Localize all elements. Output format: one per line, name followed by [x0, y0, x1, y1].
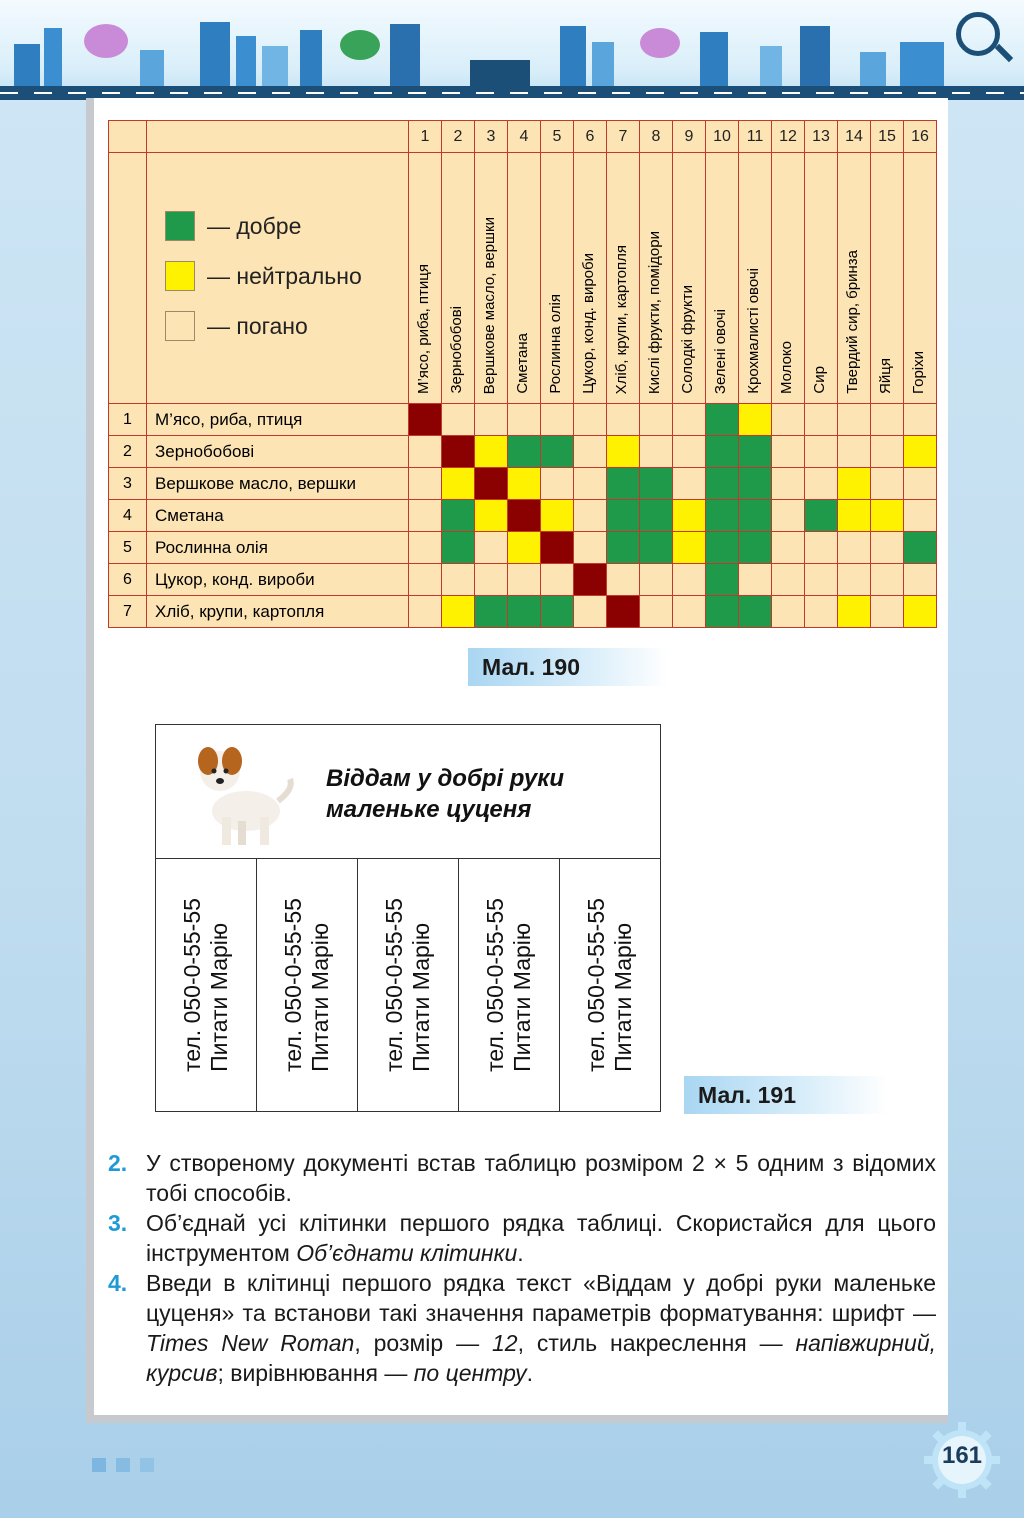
compat-cell	[904, 532, 937, 564]
building-icon	[390, 24, 420, 86]
square-dot-icon	[116, 1458, 130, 1472]
table-row	[109, 404, 937, 436]
puppy-icon	[186, 731, 306, 849]
compat-cell	[838, 468, 871, 500]
compat-cell	[772, 532, 805, 564]
tab-contact: Питати Марію	[509, 922, 535, 1072]
tear-off-tabs	[156, 859, 660, 1111]
column-name: Крохмалисті овочі	[745, 268, 762, 394]
compat-cell	[442, 404, 475, 436]
magnifier-handle-icon	[995, 44, 1013, 62]
column-name: Сметана	[514, 333, 531, 394]
ad-title-line-1: Віддам у добрі руки	[326, 765, 565, 792]
legend-neutral	[165, 261, 362, 291]
tab-text	[381, 898, 435, 1072]
compat-cell	[805, 564, 838, 596]
tab-phone: тел. 050-0-55-55	[179, 898, 205, 1072]
compat-cell	[607, 564, 640, 596]
style-value: напівжирний, курсив	[146, 1330, 937, 1386]
compat-cell	[904, 596, 937, 628]
tab-phone: тел. 050-0-55-55	[381, 898, 407, 1072]
row-number: 3	[109, 468, 147, 500]
step-text: ; вирівнювання —	[217, 1360, 414, 1386]
green-swatch	[165, 211, 195, 241]
compat-cell	[772, 436, 805, 468]
square-dot-icon	[92, 1458, 106, 1472]
column-name: Горіхи	[910, 350, 927, 394]
compat-cell	[706, 596, 739, 628]
tab-contact: Питати Марію	[307, 922, 333, 1072]
compat-cell	[475, 436, 508, 468]
compat-cell	[706, 564, 739, 596]
compat-cell	[508, 532, 541, 564]
compat-cell	[475, 564, 508, 596]
column-name: Вершкове масло, вершки	[481, 216, 498, 394]
tree-icon	[84, 24, 128, 58]
corner-cell	[147, 121, 409, 153]
compat-cell	[805, 500, 838, 532]
compat-cell	[475, 596, 508, 628]
compat-cell	[871, 564, 904, 596]
building-icon	[900, 42, 944, 86]
legend-neutral-label: — нейтрально	[207, 262, 362, 289]
table-row	[109, 564, 937, 596]
compat-cell	[409, 500, 442, 532]
building-icon	[592, 42, 614, 86]
figure-caption-190: Мал. 190	[468, 648, 668, 686]
legend-good-label: — добре	[207, 212, 302, 239]
table-row	[109, 436, 937, 468]
tab-contact: Питати Марію	[206, 922, 232, 1072]
compat-cell	[871, 532, 904, 564]
legend-cell	[147, 153, 409, 404]
compat-cell	[574, 500, 607, 532]
compat-cell	[805, 404, 838, 436]
step-3	[108, 1208, 936, 1268]
tear-off-tab	[156, 859, 257, 1111]
tree-icon	[340, 30, 380, 60]
column-number: 15	[871, 121, 904, 153]
row-number: 2	[109, 436, 147, 468]
compat-cell	[409, 404, 442, 436]
ad-title	[326, 763, 564, 825]
compat-cell	[541, 468, 574, 500]
compat-cell	[541, 532, 574, 564]
tab-text	[482, 898, 536, 1072]
compat-cell	[838, 596, 871, 628]
compat-cell	[673, 596, 706, 628]
compat-cell	[739, 436, 772, 468]
tear-off-tab	[358, 859, 459, 1111]
compat-cell	[541, 564, 574, 596]
tab-text	[583, 898, 637, 1072]
row-name: Зернобобові	[147, 436, 409, 468]
compat-cell	[541, 404, 574, 436]
column-name-cell	[409, 153, 442, 404]
road-marking	[0, 92, 1024, 94]
compat-cell	[607, 532, 640, 564]
compat-cell	[574, 532, 607, 564]
compat-cell	[508, 564, 541, 596]
column-name-cell	[673, 153, 706, 404]
building-icon	[44, 28, 62, 86]
tab-text	[179, 898, 233, 1072]
size-value: 12	[491, 1330, 518, 1356]
building-icon	[200, 22, 230, 86]
compat-cell	[475, 468, 508, 500]
compat-cell	[574, 564, 607, 596]
compat-cell	[574, 596, 607, 628]
tear-off-tab	[459, 859, 560, 1111]
column-name-cell	[640, 153, 673, 404]
compat-cell	[574, 404, 607, 436]
compat-cell	[607, 404, 640, 436]
compat-cell	[706, 468, 739, 500]
compat-cell	[772, 564, 805, 596]
building-icon	[236, 36, 256, 86]
compat-cell	[508, 596, 541, 628]
compat-cell	[640, 468, 673, 500]
compat-cell	[442, 468, 475, 500]
column-name-cell	[871, 153, 904, 404]
compat-cell	[508, 404, 541, 436]
column-name-cell	[772, 153, 805, 404]
page-number: 161	[941, 1442, 983, 1469]
step-number: 3.	[108, 1210, 128, 1236]
compat-cell	[904, 468, 937, 500]
legend	[147, 153, 408, 403]
compat-cell	[541, 596, 574, 628]
table-row	[109, 596, 937, 628]
column-name-cell	[706, 153, 739, 404]
column-name: Зелені овочі	[712, 308, 729, 394]
compat-cell	[442, 500, 475, 532]
row-number: 4	[109, 500, 147, 532]
compat-cell	[772, 500, 805, 532]
column-name: Кислі фрукти, помідори	[646, 230, 663, 394]
corner-cell	[109, 121, 147, 153]
building-icon	[700, 32, 728, 86]
column-name-cell	[838, 153, 871, 404]
legend-bad	[165, 311, 308, 341]
yellow-swatch	[165, 261, 195, 291]
row-name: Сметана	[147, 500, 409, 532]
column-number: 7	[607, 121, 640, 153]
compat-cell	[805, 532, 838, 564]
building-icon	[860, 52, 886, 86]
magnifier-icon	[956, 12, 1000, 56]
compat-cell	[772, 596, 805, 628]
compat-cell	[442, 596, 475, 628]
building-icon	[560, 26, 586, 86]
column-name: Молоко	[778, 340, 795, 394]
column-name-cell	[805, 153, 838, 404]
align-value: по центру	[413, 1360, 527, 1386]
compat-cell	[673, 436, 706, 468]
step-text: У створеному документі встав таблицю розміром 2 × 5 одним з відомих тобі способів.	[146, 1150, 936, 1206]
column-name-cell	[904, 153, 937, 404]
bus-icon	[470, 60, 530, 86]
compat-cell	[508, 500, 541, 532]
compat-cell	[673, 404, 706, 436]
tab-contact: Питати Марію	[610, 922, 636, 1072]
page-number-badge	[922, 1420, 1002, 1500]
tear-off-tab	[257, 859, 358, 1111]
compat-cell	[574, 468, 607, 500]
row-number: 7	[109, 596, 147, 628]
compat-cell	[508, 436, 541, 468]
compat-cell	[442, 564, 475, 596]
building-icon	[760, 46, 782, 86]
step-number: 2.	[108, 1150, 128, 1176]
column-number: 12	[772, 121, 805, 153]
compat-cell	[871, 404, 904, 436]
column-number: 14	[838, 121, 871, 153]
beige-swatch	[165, 311, 195, 341]
compat-cell	[838, 404, 871, 436]
compat-cell	[475, 404, 508, 436]
compat-cell	[805, 436, 838, 468]
tab-phone: тел. 050-0-55-55	[482, 898, 508, 1072]
tab-contact: Питати Марію	[408, 922, 434, 1072]
compat-cell	[541, 436, 574, 468]
header-blank-cell	[109, 153, 147, 404]
compat-cell	[607, 500, 640, 532]
step-text: .	[526, 1360, 534, 1386]
column-name: Рослинна олія	[547, 294, 564, 394]
compat-cell	[904, 500, 937, 532]
compat-cell	[640, 404, 673, 436]
table-row	[109, 500, 937, 532]
column-number: 13	[805, 121, 838, 153]
compat-cell	[739, 564, 772, 596]
compat-cell	[805, 596, 838, 628]
step-text: Об’єднай усі клітинки першого рядка таблиці. Скористайся для цього інструментом	[146, 1210, 936, 1266]
compat-cell	[904, 564, 937, 596]
ad-title-line-2: маленьке цуценя	[326, 796, 532, 823]
column-name-cell	[574, 153, 607, 404]
tree-icon	[640, 28, 680, 58]
row-number: 5	[109, 532, 147, 564]
row-number: 6	[109, 564, 147, 596]
compat-cell	[904, 404, 937, 436]
compat-cell	[409, 564, 442, 596]
column-name-cell	[442, 153, 475, 404]
column-name-cell	[508, 153, 541, 404]
compat-cell	[739, 500, 772, 532]
tab-phone: тел. 050-0-55-55	[280, 898, 306, 1072]
column-name: Зернобобові	[448, 306, 465, 394]
compat-cell	[838, 564, 871, 596]
step-4	[108, 1268, 936, 1388]
compat-cell	[607, 468, 640, 500]
compat-cell	[871, 500, 904, 532]
column-number: 8	[640, 121, 673, 153]
compat-cell	[640, 532, 673, 564]
column-name: Цукор, конд. вироби	[580, 253, 597, 394]
compat-cell	[739, 404, 772, 436]
compat-cell	[838, 500, 871, 532]
compat-cell	[706, 436, 739, 468]
row-name: Цукор, конд. вироби	[147, 564, 409, 596]
compat-cell	[772, 404, 805, 436]
compat-cell	[673, 532, 706, 564]
compat-cell	[508, 468, 541, 500]
column-name-cell	[739, 153, 772, 404]
compat-cell	[838, 436, 871, 468]
column-number: 1	[409, 121, 442, 153]
compat-cell	[607, 436, 640, 468]
instruction-list	[108, 1148, 936, 1388]
food-compatibility-table	[108, 120, 937, 628]
column-name-cell	[607, 153, 640, 404]
legend-good	[165, 211, 301, 241]
footer-dots	[92, 1458, 154, 1472]
tab-phone: тел. 050-0-55-55	[583, 898, 609, 1072]
column-number: 5	[541, 121, 574, 153]
compat-cell	[739, 468, 772, 500]
column-name: Твердий сир, бринза	[844, 250, 861, 394]
compat-cell	[475, 500, 508, 532]
compat-cell	[409, 436, 442, 468]
compat-cell	[409, 532, 442, 564]
compat-cell	[475, 532, 508, 564]
legend-bad-label: — погано	[207, 312, 308, 339]
compat-cell	[706, 500, 739, 532]
column-number-row	[109, 121, 937, 153]
step-text: Введи в клітинці першого рядка текст «Віддам у добрі руки маленьке цуценя» та встанови такі значення параметрів форматування: шрифт —	[146, 1270, 936, 1326]
compat-cell	[838, 532, 871, 564]
compat-cell	[673, 564, 706, 596]
column-number: 10	[706, 121, 739, 153]
column-number: 9	[673, 121, 706, 153]
ad-header-cell	[156, 725, 660, 859]
building-icon	[800, 26, 830, 86]
tab-text	[280, 898, 334, 1072]
column-number: 2	[442, 121, 475, 153]
row-name: Хліб, крупи, картопля	[147, 596, 409, 628]
step-text: .	[517, 1240, 524, 1266]
compat-cell	[706, 404, 739, 436]
compat-cell	[706, 532, 739, 564]
compat-cell	[805, 468, 838, 500]
building-icon	[300, 30, 322, 86]
row-number: 1	[109, 404, 147, 436]
column-number: 6	[574, 121, 607, 153]
compat-cell	[640, 596, 673, 628]
column-name: Сир	[811, 366, 828, 394]
step-2	[108, 1148, 936, 1208]
header-city-banner	[0, 0, 1024, 100]
compat-cell	[772, 468, 805, 500]
row-name: М’ясо, риба, птиця	[147, 404, 409, 436]
step-text: , стиль накреслення —	[517, 1330, 796, 1356]
compat-cell	[607, 596, 640, 628]
table-row	[109, 532, 937, 564]
compat-cell	[871, 436, 904, 468]
step-text: , розмір —	[354, 1330, 492, 1356]
row-name: Вершкове масло, вершки	[147, 468, 409, 500]
column-header-row	[109, 153, 937, 404]
compat-cell	[409, 468, 442, 500]
building-icon	[140, 50, 164, 86]
figure-caption-191: Мал. 191	[684, 1076, 888, 1114]
building-icon	[14, 44, 40, 86]
column-name-cell	[475, 153, 508, 404]
tear-off-tab	[560, 859, 660, 1111]
building-icon	[262, 46, 288, 86]
compat-cell	[541, 500, 574, 532]
row-name: Рослинна олія	[147, 532, 409, 564]
compat-cell	[640, 500, 673, 532]
compat-cell	[574, 436, 607, 468]
square-dot-icon	[140, 1458, 154, 1472]
column-number: 16	[904, 121, 937, 153]
compat-cell	[442, 532, 475, 564]
column-name: Хліб, крупи, картопля	[613, 244, 630, 394]
table-row	[109, 468, 937, 500]
column-name-cell	[541, 153, 574, 404]
compat-cell	[871, 596, 904, 628]
compat-cell	[904, 436, 937, 468]
column-name: М’ясо, риба, птиця	[415, 263, 432, 394]
column-number: 11	[739, 121, 772, 153]
column-name: Яйця	[877, 358, 894, 394]
compat-cell	[409, 596, 442, 628]
compat-cell	[640, 564, 673, 596]
compat-cell	[673, 500, 706, 532]
tool-name: Об’єднати клітинки	[296, 1240, 518, 1266]
column-name: Солодкі фрукти	[679, 285, 696, 394]
font-value: Times New Roman	[146, 1330, 355, 1356]
puppy-ad-table	[155, 724, 661, 1112]
compat-cell	[673, 468, 706, 500]
step-number: 4.	[108, 1270, 128, 1296]
compat-cell	[640, 436, 673, 468]
compat-cell	[442, 436, 475, 468]
column-number: 3	[475, 121, 508, 153]
compat-cell	[871, 468, 904, 500]
compat-cell	[739, 596, 772, 628]
compat-cell	[739, 532, 772, 564]
column-number: 4	[508, 121, 541, 153]
